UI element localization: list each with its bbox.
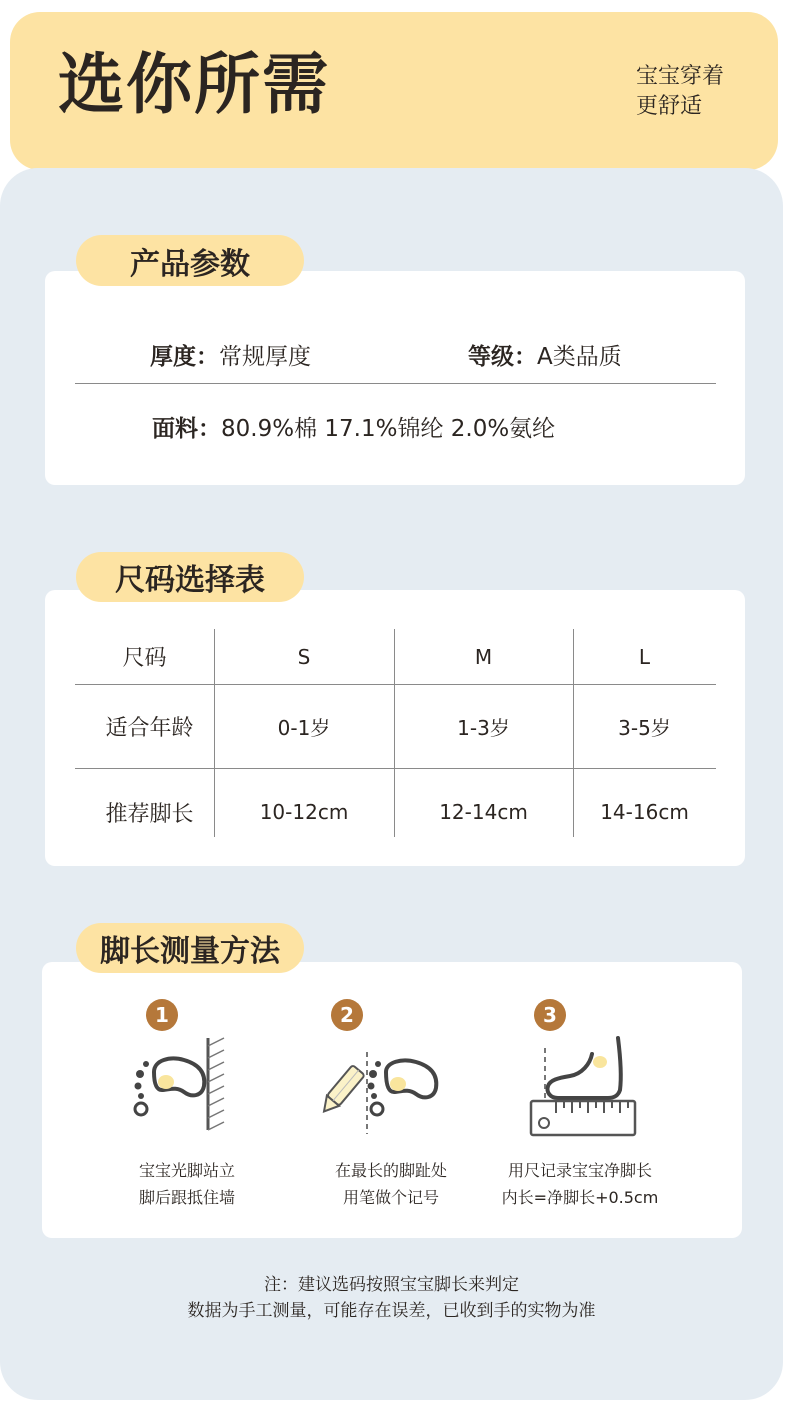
grade-value: A类品质 xyxy=(537,344,622,370)
params-card xyxy=(45,271,745,485)
header-subtitle xyxy=(636,62,766,122)
grade-label: 等级： xyxy=(468,344,537,370)
params-tag: 产品参数 xyxy=(76,235,304,286)
table-row-foot-l: 14-16cm xyxy=(600,800,689,824)
thickness-row xyxy=(150,338,311,371)
step-1-number: 1 xyxy=(146,999,178,1031)
step-3-line1: 用尺记录宝宝净脚长 xyxy=(507,1161,652,1180)
table-header-l: L xyxy=(638,644,651,669)
table-row-foot-s: 10-12cm xyxy=(259,800,349,824)
params-divider xyxy=(75,383,716,384)
step-1-text xyxy=(102,1157,272,1211)
foot-against-wall-icon xyxy=(126,1034,236,1134)
table-header-size: 尺码 xyxy=(122,646,167,671)
fabric-value: 80.9%棉 17.1%锦纶 2.0%氨纶 xyxy=(221,416,556,442)
header-subtitle-line1: 宝宝穿着 xyxy=(636,64,725,89)
pen-mark-toe-icon xyxy=(320,1050,450,1135)
fabric-label: 面料： xyxy=(152,416,221,442)
table-header-s: S xyxy=(297,644,311,669)
step-1-line2: 脚后跟抵住墙 xyxy=(138,1188,235,1207)
page-title: 选你所需 xyxy=(58,46,330,123)
table-row-age-label: 适合年龄 xyxy=(105,715,194,741)
step-2-number: 2 xyxy=(331,999,363,1031)
note-line1: 注：建议选码按照宝宝脚长来判定 xyxy=(264,1275,519,1295)
step-3-line2: 内长=净脚长+0.5cm xyxy=(501,1188,659,1207)
note-line2: 数据为手工测量，可能存在误差，已收到手的实物为准 xyxy=(187,1301,596,1321)
table-row-age-s: 0-1岁 xyxy=(277,715,331,740)
step-1-line1: 宝宝光脚站立 xyxy=(138,1161,235,1180)
header-subtitle-line2: 更舒适 xyxy=(636,94,703,119)
table-header-m: M xyxy=(474,644,493,669)
table-row-foot-m: 12-14cm xyxy=(439,800,528,824)
step-2-line2: 用笔做个记号 xyxy=(342,1188,439,1207)
step-3-number: 3 xyxy=(534,999,566,1031)
grade-row xyxy=(468,338,622,371)
step-3-text xyxy=(480,1157,680,1211)
table-row-foot-label: 推荐脚长 xyxy=(105,801,194,827)
step-2-text xyxy=(306,1157,476,1211)
thickness-label: 厚度： xyxy=(150,344,219,370)
table-row-age-m: 1-3岁 xyxy=(457,715,510,740)
step-2-line1: 在最长的脚趾处 xyxy=(334,1161,447,1180)
measure-tag: 脚长测量方法 xyxy=(76,923,304,973)
header-banner xyxy=(10,12,778,170)
table-row-age-l: 3-5岁 xyxy=(618,715,671,740)
thickness-value: 常规厚度 xyxy=(219,344,311,370)
fabric-row xyxy=(152,410,555,443)
foot-on-ruler-icon xyxy=(528,1034,640,1138)
size-tag: 尺码选择表 xyxy=(76,552,304,602)
